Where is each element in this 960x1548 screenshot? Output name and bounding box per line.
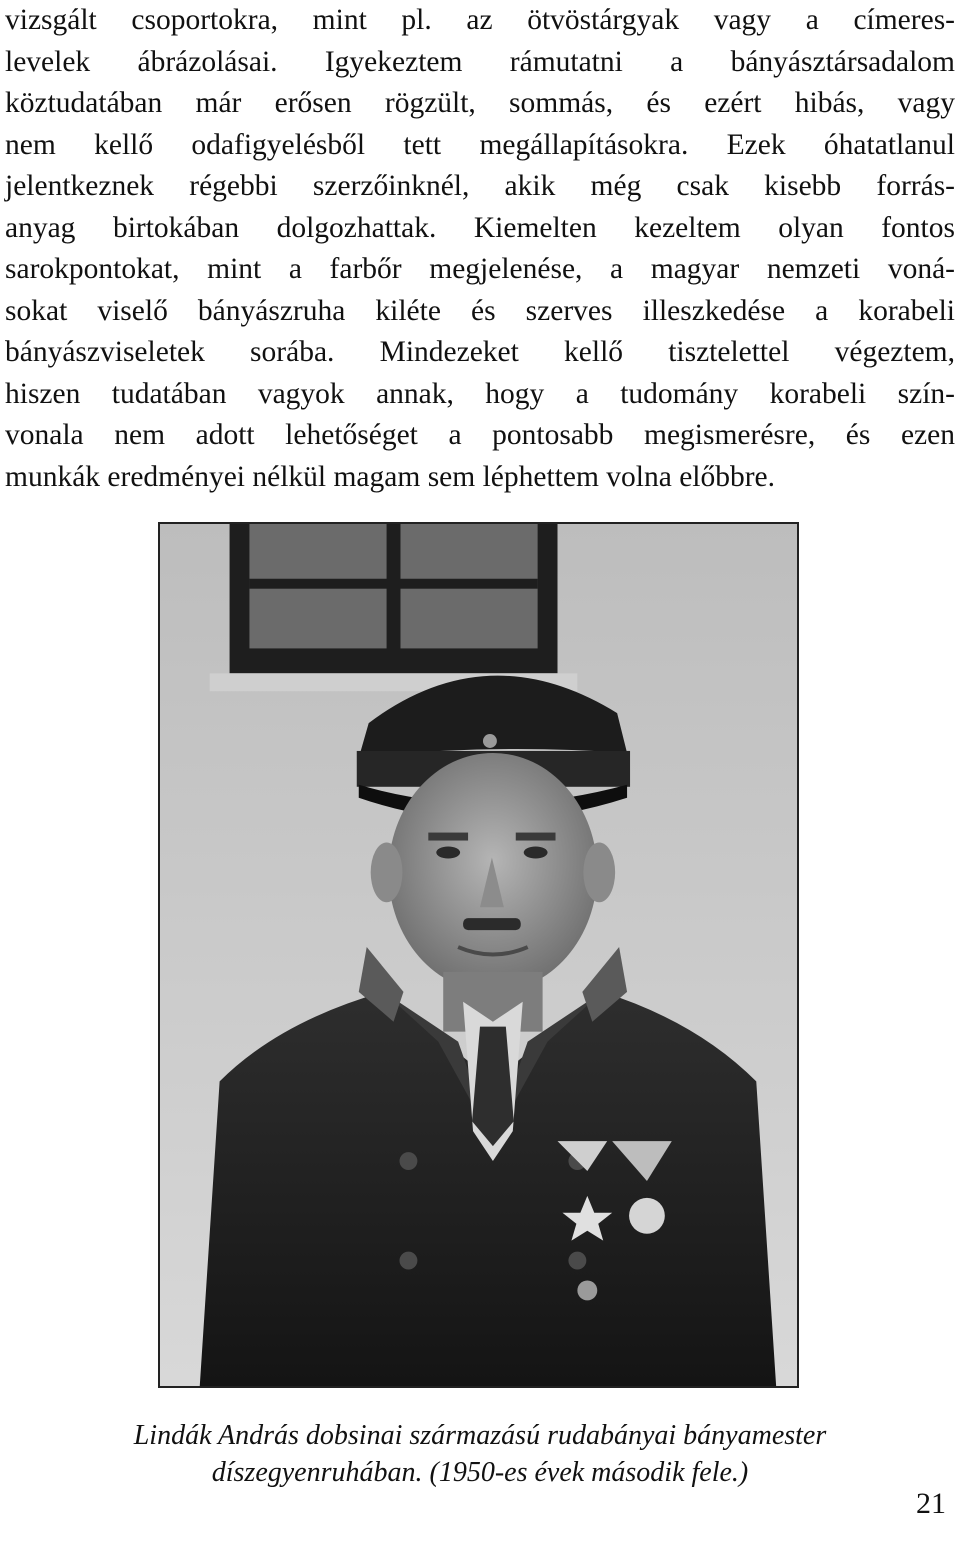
text-line: jelentkeznek régebbi szerzőinknél, akik még csak kisebb forrás-: [5, 170, 955, 202]
page-number: 21: [916, 1487, 946, 1520]
caption-line: Lindák András dobsinai származású rudabányai bányamester: [133, 1420, 827, 1451]
body-text: [5, 0, 955, 498]
text-line: anyag birtokában dolgozhattak. Kiemelten kezeltem olyan fontos: [5, 211, 955, 244]
portrait-illustration: [160, 524, 797, 1386]
text-line: vonala nem adott lehetőséget a pontosabb megismerésre, és ezen: [5, 419, 955, 451]
text-line: bányászviseletek sorába. Mindezeket kellő tisztelettel végeztem,: [5, 336, 955, 368]
text-line: köztudatában már erősen rögzült, sommás, és ezért hibás, vagy: [5, 87, 955, 119]
text-line: sokat viselő bányászruha kiléte és szerves illeszkedése a korabeli: [5, 294, 955, 327]
portrait-photo: [158, 522, 799, 1388]
text-line: sarokpontokat, mint a farbőr megjelenése, a magyar nemzeti voná-: [5, 253, 955, 285]
caption-line: díszegyenruhában. (1950-es évek második fele.): [211, 1457, 749, 1488]
text-line: munkák eredményei nélkül magam sem léphettem volna előbbre.: [5, 460, 776, 493]
text-line: levelek ábrázolásai. Igyekeztem rámutatni a bányásztársadalom: [5, 45, 955, 78]
figure-caption: [0, 1417, 960, 1491]
text-line: hiszen tudatában vagyok annak, hogy a tudomány korabeli szín-: [5, 377, 955, 410]
text-line: nem kellő odafigyelésből tett megállapításokra. Ezek óhatatlanul: [5, 128, 955, 161]
text-line: vizsgált csoportokra, mint pl. az ötvöstárgyak vagy a címeres-: [5, 4, 955, 36]
